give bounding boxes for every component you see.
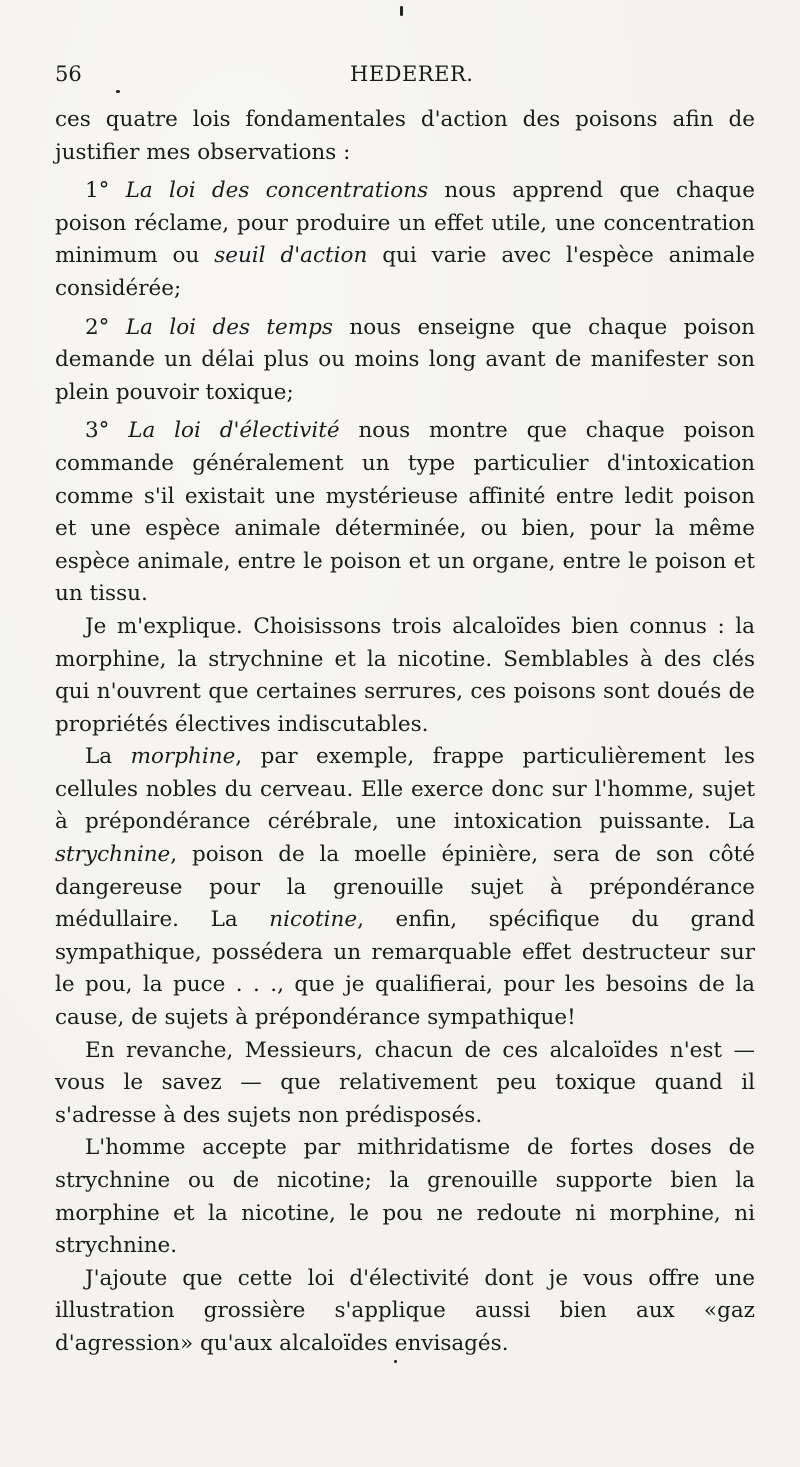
emphasis-term: strychnine: [55, 842, 171, 868]
paragraph-text: La: [85, 744, 131, 770]
law-title: La loi des concentrations: [125, 178, 429, 204]
paragraph-text: nous enseigne que chaque poison demande un délai plus ou moins long avant de manifester son plein pouvoir toxique;: [55, 314, 755, 405]
paragraph-conclusion: J'ajoute que cette loi d'électivité dont je vous offre une illustration grossière s'applique aussi bien aux «gaz d'agression» qu'aux alcaloïdes envisagés.: [55, 1265, 755, 1356]
scan-speck: [394, 1360, 397, 1363]
paragraph-text: qui varie avec l'espèce animale considérée;: [55, 243, 756, 301]
law-title: La loi des temps: [125, 314, 333, 340]
paragraph-explanation: Je m'explique. Choisissons trois alcaloïdes bien connus : la morphine, la strychnine et la nicotine. Semblables à des clés qui n'ouvrent que certaines serrures, ces poisons sont doués de propriétés électives indiscutables.: [55, 613, 755, 737]
scan-speck: [400, 6, 403, 16]
page-header: [55, 62, 755, 90]
paragraph-examples: [55, 741, 755, 1034]
paragraph-text: , par exemple, frappe particulièrement les cellules nobles du cerveau. Elle exerce donc sur l'homme, sujet à prépondérance cérébrale, une intoxication puissante. La: [55, 744, 756, 835]
emphasis-term: seuil d'action: [214, 243, 368, 269]
paragraph-law-concentrations: [55, 175, 755, 305]
paragraph-counterpoint: En revanche, Messieurs, chacun de ces alcaloïdes n'est — vous le savez — que relativement peu toxique quand il s'adresse à des sujets non prédisposés.: [55, 1037, 755, 1128]
scan-speck: [116, 90, 120, 93]
list-number: 1°: [85, 178, 110, 204]
paragraph-tolerance: L'homme accepte par mithridatisme de fortes doses de strychnine ou de nicotine; la grenouille supporte bien la morphine et la nicotine, le pou ne redoute ni morphine, ni strychnine.: [55, 1135, 755, 1259]
list-number: 2°: [85, 314, 110, 340]
emphasis-term: nicotine: [269, 907, 358, 933]
emphasis-term: morphine: [130, 744, 236, 770]
paragraph-text: nous montre que chaque poison commande généralement un type particulier d'intoxication comme s'il existait une mystérieuse affinité entre ledit poison et une espèce animale déterminée, ou bien, pour la même espèce animale, entre le poison et un organe, entre le poison et un tissu.: [55, 418, 755, 607]
paragraph-law-times: [55, 312, 755, 410]
paragraph-intro: ces quatre lois fondamentales d'action des poisons afin de justifier mes observations :: [55, 107, 755, 165]
page-number: 56: [55, 62, 82, 86]
list-number: 3°: [85, 418, 110, 444]
law-title: La loi d'électivité: [128, 418, 340, 444]
paragraph-text: , enfin, spécifique du grand sympathique, possédera un remarquable effet destructeur sur le pou, la puce . . ., que je qualifierai, pour les besoins de la cause, de sujets à prépondérance sympathique!: [55, 907, 755, 1031]
paragraph-law-electivity: [55, 415, 755, 611]
paragraph-text: nous apprend que chaque poison réclame, pour produire un effet utile, une concentration minimum ou: [55, 178, 755, 269]
paragraph-text: , poison de la moelle épinière, sera de son côté dangereuse pour la grenouille sujet à prépondérance médullaire. La: [55, 842, 755, 933]
body-text: [55, 104, 755, 1361]
running-head: HEDERER.: [350, 62, 474, 86]
